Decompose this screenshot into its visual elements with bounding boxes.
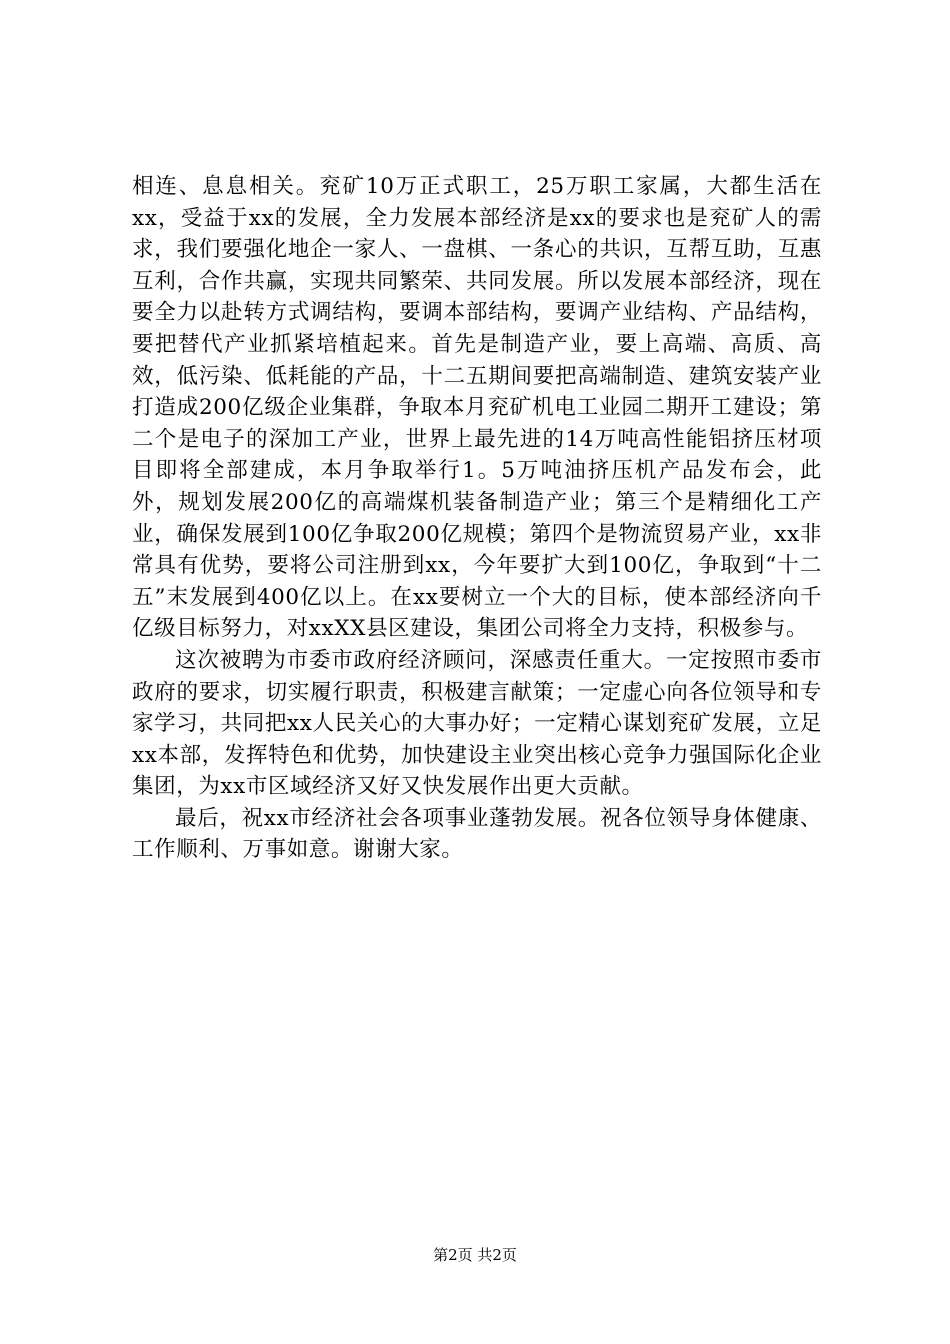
body-text	[132, 171, 822, 866]
paragraph-closing-wishes: 最后，祝xx市经济社会各项事业蓬勃发展。祝各位领导身体健康、工作顺利、万事如意。谢谢大家。	[132, 805, 822, 863]
paragraph-continuation: 相连、息息相关。兖矿10万正式职工，25万职工家属，大都生活在xx，受益于xx的发展，全力发展本部经济是xx的要求也是兖矿人的需求，我们要强化地企一家人、一盘棋、一条心的共识，互帮互助，互惠互利，合作共赢，实现共同繁荣、共同发展。所以发展本部经济，现在要全力以赴转方式调结构，要调本部结构，要调产业结构、产品结构，要把替代产业抓紧培植起来。首先是制造产业，要上高端、高质、高效，低污染、低耗能的产品，十二五期间要把高端制造、建筑安装产业打造成200亿级企业集群，争取本月兖矿机电工业园二期开工建设；第二个是电子的深加工产业，世界上最先进的14万吨高性能铝挤压材项目即将全部建成，本月争取举行1。5万吨油挤压机产品发布会，此外，规划发展200亿的高端煤机装备制造产业；第三个是精细化工产业，确保发展到100亿争取200亿规模；第四个是物流贸易产业，xx非常具有优势，要将公司注册到xx，今年要扩大到100亿，争取到“十二五”末发展到400亿以上。在xx要树立一个大的目标，使本部经济向千亿级目标努力，对xxXX县区建设，集团公司将全力支持，积极参与。	[132, 174, 822, 642]
paragraph-economic-advisor: 这次被聘为市委市政府经济顾问，深感责任重大。一定按照市委市政府的要求，切实履行职责，积极建言献策；一定虚心向各位领导和专家学习，共同把xx人民关心的大事办好；一定精心谋划兖矿发展，立足xx本部，发挥特色和优势，加快建设主业突出核心竞争力强国际化企业集团，为xx市区域经济又好又快发展作出更大贡献。	[132, 647, 822, 800]
page-footer: 第2页 共2页	[433, 1246, 517, 1264]
